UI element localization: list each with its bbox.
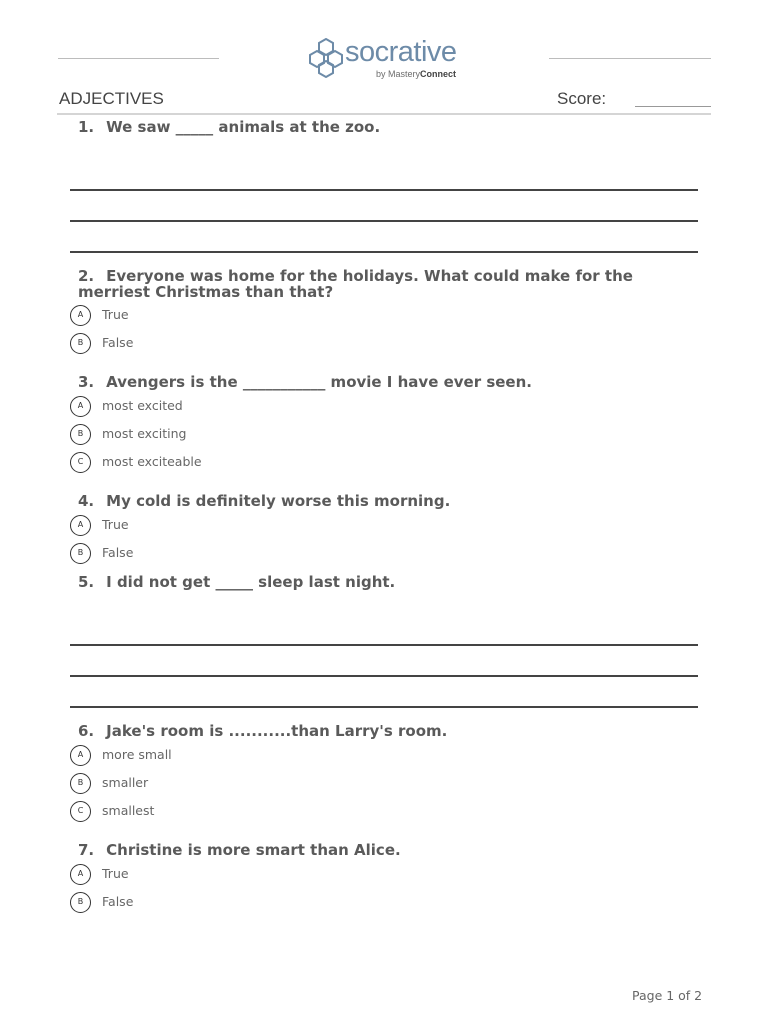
answer-line [70, 251, 698, 253]
option-label: smallest [102, 803, 155, 818]
option-bubble[interactable]: A [70, 515, 91, 536]
option-bubble[interactable]: B [70, 424, 91, 445]
answer-line [70, 644, 698, 646]
score-blank [635, 106, 711, 107]
quiz-title: ADJECTIVES [59, 89, 164, 108]
option-label: most exciting [102, 426, 187, 441]
option-label: False [102, 894, 134, 909]
question-1: 1. We saw _____ animals at the zoo. [78, 118, 381, 136]
option-label: more small [102, 747, 172, 762]
header-rule-left [58, 58, 219, 59]
question-5: 5. I did not get _____ sleep last night. [78, 573, 396, 591]
answer-line [70, 220, 698, 222]
logo-subtitle: by MasteryConnect [376, 69, 457, 79]
option-bubble[interactable]: B [70, 892, 91, 913]
option-label: False [102, 335, 134, 350]
option-label: most exciteable [102, 454, 202, 469]
option-label: most excited [102, 398, 183, 413]
option-label: True [102, 517, 129, 532]
option-bubble[interactable]: A [70, 396, 91, 417]
option-label: True [102, 866, 129, 881]
score-label: Score: [557, 89, 607, 108]
option-label: True [102, 307, 129, 322]
question-3: 3. Avengers is the ___________ movie I have ever seen. [78, 373, 532, 391]
option-bubble[interactable]: A [70, 864, 91, 885]
option-label: False [102, 545, 134, 560]
question-6: 6. Jake's room is ...........than Larry's room. [78, 722, 448, 740]
logo-wordmark: socrative [345, 36, 457, 68]
option-bubble[interactable]: B [70, 773, 91, 794]
option-bubble[interactable]: A [70, 305, 91, 326]
socrative-logo [308, 36, 468, 82]
hexagon-logo-icon [308, 38, 344, 78]
option-bubble[interactable]: A [70, 745, 91, 766]
answer-line [70, 706, 698, 708]
option-bubble[interactable]: C [70, 801, 91, 822]
answer-line [70, 189, 698, 191]
option-bubble[interactable]: C [70, 452, 91, 473]
question-2: 2. Everyone was home for the holidays. What could make for the merriest Christmas than that? [78, 267, 633, 301]
question-7: 7. Christine is more smart than Alice. [78, 841, 401, 859]
header-divider [57, 113, 711, 115]
option-label: smaller [102, 775, 149, 790]
page-number: Page 1 of 2 [632, 988, 703, 1003]
question-4: 4. My cold is definitely worse this morning. [78, 492, 451, 510]
header-rule-right [549, 58, 711, 59]
answer-line [70, 675, 698, 677]
option-bubble[interactable]: B [70, 543, 91, 564]
option-bubble[interactable]: B [70, 333, 91, 354]
